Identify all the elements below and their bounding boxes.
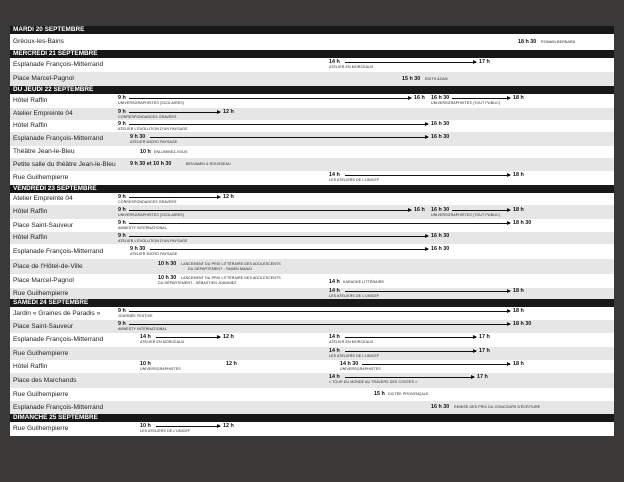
venue-name: Petite salle du théâtre Jean-le-Bleu: [13, 160, 116, 168]
time-label: 16 h 30: [431, 134, 450, 140]
time-label: 10 h 30: [158, 261, 177, 267]
day-header: DIMANCHE 25 SEPTEMBRE: [10, 414, 614, 422]
schedule-row: [10, 373, 614, 388]
venue-name: Hôtel Raffin: [13, 234, 48, 241]
venue-name: Rue Guilhempierre: [13, 174, 69, 181]
event-label: ROMAIN BERNARD: [541, 40, 576, 44]
time-label: 12 h: [223, 109, 234, 115]
time-arrow: [345, 337, 476, 338]
schedule-row: [10, 193, 614, 205]
time-arrow: [345, 351, 476, 352]
time-label: 9 h 30: [130, 134, 146, 140]
venue-name: Esplanade François-Mitterrand: [13, 247, 104, 255]
time-arrow: [345, 62, 476, 63]
time-label: 18 h: [513, 207, 524, 213]
time-arrow: [129, 197, 220, 198]
event-label: BENJAMIN & ROUSSEAU: [186, 162, 231, 166]
event-label: LES ATELIERS DE L'UNICEF: [140, 429, 191, 433]
schedule-row: [10, 307, 614, 320]
time-label: 17 h: [479, 348, 490, 354]
time-label: 15 h 30: [402, 76, 421, 82]
time-label: 17 h: [479, 334, 490, 340]
event-label: ATELIER MICRO PAYSAGE: [130, 140, 178, 144]
time-arrow: [362, 364, 510, 365]
schedule-row: [10, 108, 614, 120]
time-label: 16 h 30: [431, 207, 450, 213]
venue-name: Place Marcel-Pagnol: [13, 277, 74, 284]
time-label: 16 h 30: [431, 246, 450, 252]
time-label: 9 h: [118, 321, 126, 327]
venue-name: Rue Guilhempierre: [13, 390, 69, 398]
schedule-row: [10, 72, 614, 86]
event-label: UNIVERSGRAPHISTES (SCOLAIRES): [118, 101, 185, 105]
schedule-row: [10, 320, 614, 333]
venue-name: Esplanade François-Mitterrand: [13, 403, 104, 411]
venue-name: Esplanade François-Mitterrand: [13, 61, 104, 68]
time-arrow: [129, 311, 510, 312]
time-arrow: [150, 249, 428, 250]
event-label: REMISE DES PRIX DU CONCOURS D'ÉCRITURE: [454, 405, 541, 409]
time-arrow: [129, 324, 510, 325]
schedule-row: [10, 288, 614, 299]
schedule-row: [10, 401, 614, 414]
time-label: 10 h: [140, 361, 151, 367]
event-label: ATELIER L'ÉVOLUTION D'UN PAYSAGE: [118, 127, 188, 131]
event-label: ATELIER EN MORCEAUX: [329, 65, 374, 69]
time-label: 14 h: [329, 334, 340, 340]
schedule-row: [10, 388, 614, 401]
event-label: ENLUMINEZ-VOUS: [154, 150, 188, 154]
event-label: DU DÉPARTEMENT - SÉBASTIEN JOANNIEZ: [158, 281, 237, 285]
venue-name: Rue Guilhempierre: [13, 425, 69, 432]
time-label: 9 h: [118, 194, 126, 200]
schedule-row: [10, 58, 614, 72]
venue-name: Place Marcel-Pagnol: [13, 75, 74, 82]
event-label: ATELIER L'ÉVOLUTION D'UN PAYSAGE: [118, 239, 188, 243]
event-label: ATELIER MICRO PAYSAGE: [130, 252, 178, 256]
time-arrow: [452, 210, 510, 211]
schedule-row: [10, 422, 614, 436]
time-label: 18 h: [513, 308, 524, 314]
venue-name: Place des Marchands: [13, 376, 77, 384]
time-label: 18 h: [513, 95, 524, 101]
time-label: 14 h 30: [340, 361, 359, 367]
event-label: UNIVERSGRAPHISTES (SCOLAIRES): [118, 213, 185, 217]
event-label: JOURNÉE FESTIVE: [118, 314, 153, 318]
time-arrow: [345, 291, 510, 292]
time-label: 18 h: [513, 361, 524, 367]
time-label: 12 h: [223, 194, 234, 200]
schedule-row: [10, 146, 614, 158]
time-label: 9 h: [118, 233, 126, 239]
event-label: UNIVERSGRAPHISTES: [140, 367, 181, 371]
event-label: « TOUR DU MONDE AU TRAVERS DES CONTES »: [329, 380, 418, 384]
time-label: 14 h: [329, 288, 340, 294]
schedule-row: [10, 120, 614, 132]
venue-name: Hôtel Raffin: [13, 97, 48, 104]
time-label: 14 h: [140, 334, 151, 340]
day-header: MARDI 20 SEPTEMBRE: [10, 26, 614, 34]
time-label: 14 h: [329, 348, 340, 354]
schedule-row: [10, 132, 614, 146]
event-label: UNIVERSGRAPHISTES (TOUT PUBLIC): [431, 213, 501, 217]
time-label: 9 h: [118, 220, 126, 226]
event-label: LANCEMENT DU PRIX LITTÉRAIRE DES ADOLESCENTS: [181, 262, 281, 266]
schedule-row: [10, 94, 614, 108]
venue-name: Jardin « Graines de Paradis »: [13, 309, 101, 317]
schedule-row: [10, 259, 614, 274]
event-label: DICTÉE PROVENÇALE: [388, 392, 429, 396]
time-arrow: [129, 112, 220, 113]
time-label: 17 h: [479, 59, 490, 65]
event-label: LES ATELIERS DE L'UNICEF: [329, 294, 380, 298]
schedule-row: [10, 274, 614, 288]
event-label: AMNESTY INTERNATIONAL: [118, 327, 167, 331]
event-label: CORRESPONDANCES GRAVÉES: [118, 200, 177, 204]
time-label: 9 h 30 et 10 h 30: [130, 161, 172, 167]
venue-name: Place Saint-Sauveur: [13, 221, 74, 229]
venue-name: Hôtel Raffin: [13, 122, 48, 129]
event-label: CORRESPONDANCES GRAVÉES: [118, 115, 177, 119]
event-label: ATELIER EN MORCEAUX: [140, 340, 185, 344]
time-label: 16 h 30: [431, 233, 450, 239]
time-label: 18 h: [513, 288, 524, 294]
time-label: 18 h: [513, 172, 524, 178]
time-label: 9 h: [118, 308, 126, 314]
time-label: 12 h: [226, 361, 237, 367]
time-arrow: [452, 98, 510, 99]
time-label: 16 h: [414, 95, 425, 101]
time-label: 18 h 30: [513, 321, 532, 327]
event-label: LES ATELIERS DE L'UNICEF: [329, 178, 380, 182]
time-label: 16 h 30: [431, 121, 450, 127]
day-header: DU JEUDI 22 SEPTEMBRE: [10, 86, 614, 94]
time-label: 10 h 30: [158, 275, 177, 281]
venue-name: Place de l'Hôtel-de-Ville: [13, 262, 83, 270]
venue-name: Esplanade François-Mitterrand: [13, 135, 104, 142]
time-label: 9 h: [118, 121, 126, 127]
event-label: ATELIER EN MORCEAUX: [329, 340, 374, 344]
venue-name: Atelier Empreinte 04: [13, 110, 73, 117]
venue-name: Rue Guilhempierre: [13, 349, 69, 357]
time-label: 16 h: [414, 207, 425, 213]
time-label: 16 h 30: [431, 404, 450, 410]
time-label: 17 h: [477, 374, 488, 380]
time-label: 15 h: [374, 391, 385, 397]
schedule-row: [10, 34, 614, 50]
event-label: KARAOKÉ LITTÉRAIRE: [343, 280, 384, 284]
day-header: MERCREDI 21 SEPTEMBRE: [10, 50, 614, 58]
venue-name: Hôtel Raffin: [13, 362, 48, 370]
venue-name: Hôtel Raffin: [13, 208, 48, 215]
venue-name: Esplanade François-Mitterrand: [13, 336, 104, 343]
time-label: 14 h: [329, 59, 340, 65]
time-arrow: [150, 137, 428, 138]
event-label: EDITH AZAM: [425, 77, 448, 81]
schedule-row: [10, 171, 614, 185]
schedule-row: [10, 347, 614, 360]
time-label: 9 h: [118, 207, 126, 213]
time-label: 12 h: [223, 334, 234, 340]
event-label: UNIVERSGRAPHISTES (TOUT PUBLIC): [431, 101, 501, 105]
time-label: 18 h 30: [513, 220, 532, 226]
event-label: DU DÉPARTEMENT - YAMEN MANAÏ: [188, 267, 252, 271]
event-label: UNIVERSGRAPHISTES: [340, 367, 381, 371]
event-label: AMNESTY INTERNATIONAL: [118, 226, 167, 230]
schedule-row: [10, 158, 614, 171]
time-label: 14 h: [329, 374, 340, 380]
time-arrow: [129, 210, 411, 211]
venue-name: Place Saint-Sauveur: [13, 322, 74, 330]
event-label: LES ATELIERS DE L'UNICEF: [329, 354, 380, 358]
time-label: 16 h 30: [431, 95, 450, 101]
time-arrow: [345, 377, 474, 378]
day-header: VENDREDI 23 SEPTEMBRE: [10, 185, 614, 193]
time-label: 14 h: [329, 279, 340, 285]
schedule-row: [10, 232, 614, 244]
venue-name: Gréoux-les-Bains: [13, 38, 64, 45]
time-arrow: [156, 426, 220, 427]
schedule-row: [10, 219, 614, 232]
day-header: SAMEDI 24 SEPTEMBRE: [10, 299, 614, 307]
time-label: 12 h: [223, 423, 234, 429]
schedule-row: [10, 360, 614, 373]
time-arrow: [129, 98, 411, 99]
time-arrow: [129, 236, 428, 237]
time-label: 18 h 30: [518, 39, 537, 45]
time-arrow: [129, 124, 428, 125]
venue-name: Théâtre Jean-le-Bleu: [13, 148, 75, 155]
time-label: 10 h: [140, 149, 151, 155]
schedule-row: [10, 333, 614, 347]
time-label: 14 h: [329, 172, 340, 178]
event-label: LANCEMENT DU PRIX LITTÉRAIRE DES ADOLESCENTS: [181, 276, 281, 280]
time-arrow: [129, 223, 510, 224]
time-label: 9 h: [118, 109, 126, 115]
venue-name: Rue Guilhempierre: [13, 289, 69, 297]
time-arrow: [156, 337, 220, 338]
schedule-row: [10, 244, 614, 259]
schedule-row: [10, 205, 614, 219]
venue-name: Atelier Empreinte 04: [13, 195, 73, 202]
time-label: 10 h: [140, 423, 151, 429]
time-arrow: [345, 175, 510, 176]
time-label: 9 h: [118, 95, 126, 101]
time-label: 9 h 30: [130, 246, 146, 252]
